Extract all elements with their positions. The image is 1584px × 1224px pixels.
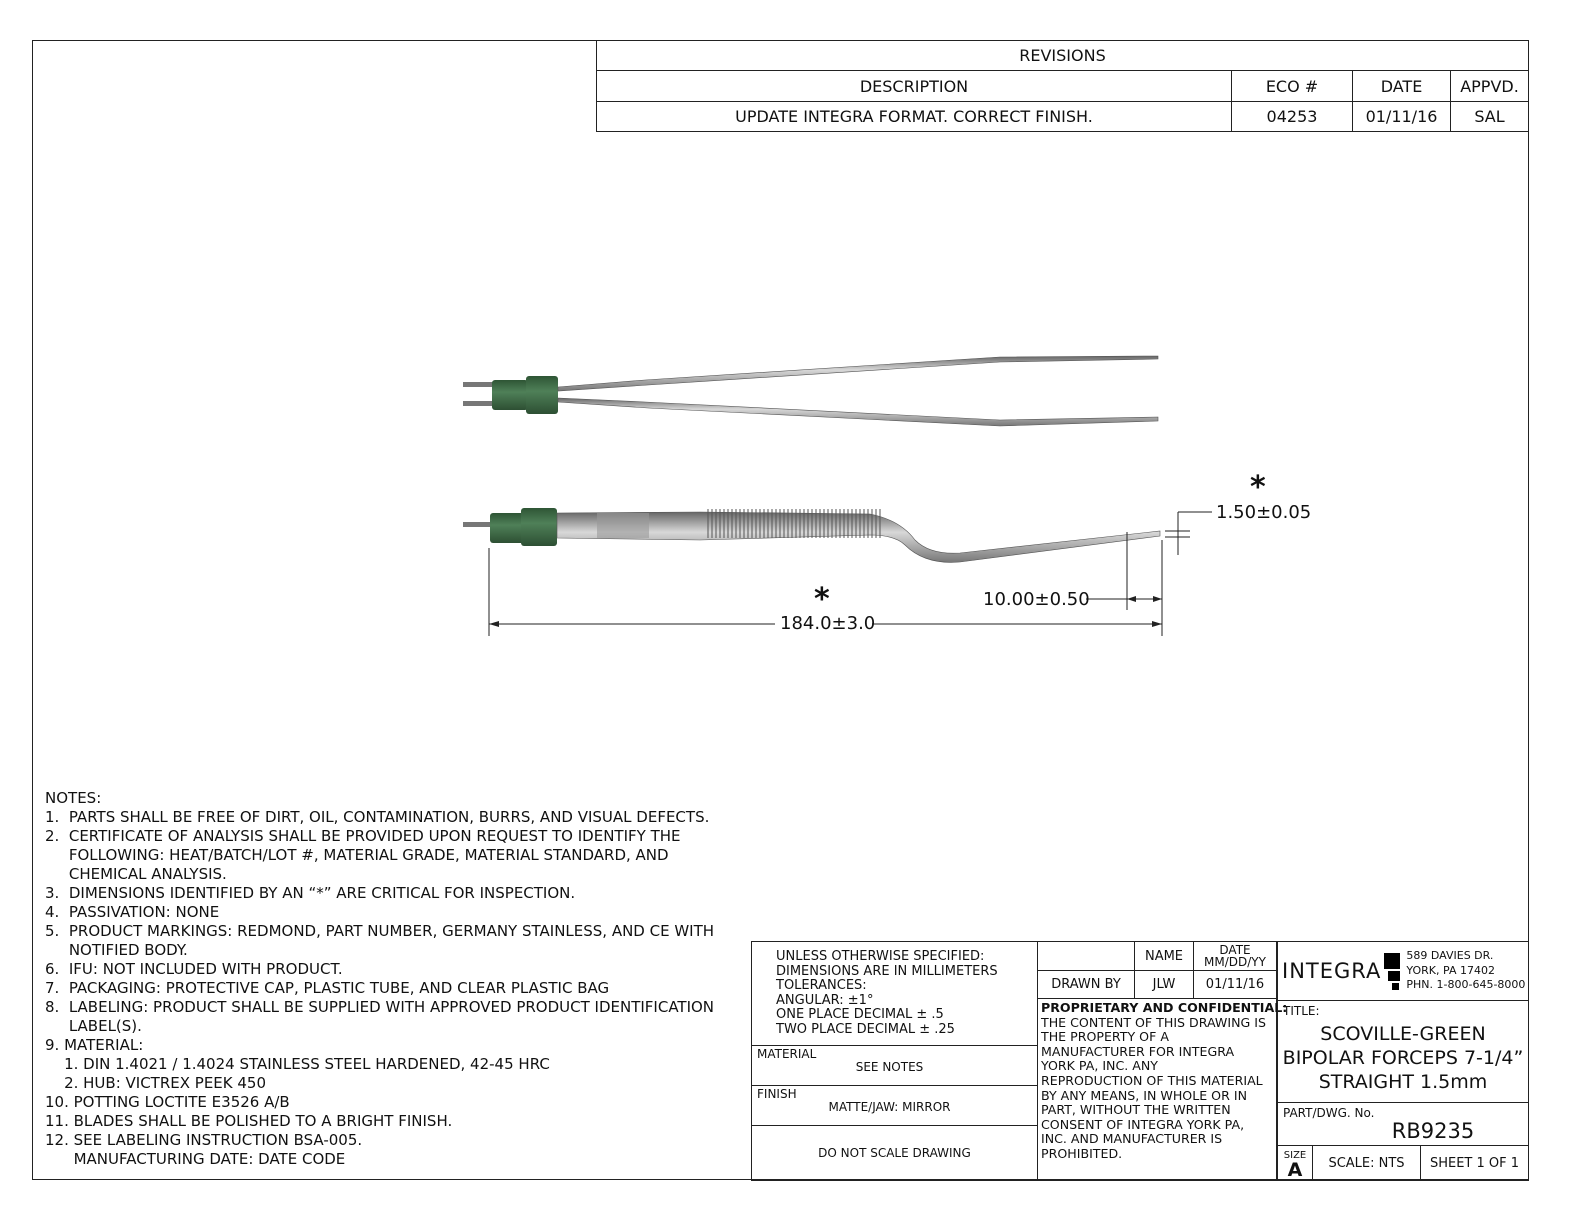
date-format: MM/DD/YY <box>1204 955 1266 969</box>
text-line: REPRODUCTION OF THIS MATERIAL <box>1041 1072 1263 1088</box>
header-eco: ECO # <box>1231 70 1353 102</box>
finish-value: MATTE/JAW: MIRROR <box>828 1100 951 1115</box>
text-line: 12. SEE LABELING INSTRUCTION BSA-005. <box>45 1131 363 1149</box>
critical-mark-tip: * <box>1250 470 1266 505</box>
date-header <box>1193 941 1277 971</box>
finish-cell <box>751 1085 1038 1126</box>
text-line: FOLLOWING: HEAT/BATCH/LOT #, MATERIAL GRADE, MATERIAL STANDARD, AND <box>45 846 669 864</box>
drawn-date: 01/11/16 <box>1193 970 1277 999</box>
text-line: PART, WITHOUT THE WRITTEN <box>1041 1102 1231 1118</box>
part-label: PART/DWG. No. <box>1283 1106 1375 1120</box>
material-cell <box>751 1045 1038 1086</box>
finish-label: FINISH <box>757 1087 797 1101</box>
date-header-label: DATE <box>1219 943 1251 957</box>
rev-appvd: SAL <box>1450 101 1529 132</box>
text-line: 2. CERTIFICATE OF ANALYSIS SHALL BE PROVIDED UPON REQUEST TO IDENTIFY THE <box>45 827 681 845</box>
text-line: 5. PRODUCT MARKINGS: REDMOND, PART NUMBER, GERMANY STAINLESS, AND CE WITH <box>45 922 715 940</box>
company-block <box>1277 941 1529 1001</box>
scale: SCALE: NTS <box>1312 1145 1421 1181</box>
text-line: TOLERANCES: <box>776 978 867 994</box>
text-line: CONSENT OF INTEGRA YORK PA, <box>1041 1116 1245 1132</box>
text-line: NOTIFIED BODY. <box>45 941 188 959</box>
critical-mark-length: * <box>814 582 830 617</box>
text-line: YORK, PA 17402 <box>1406 963 1495 977</box>
blank-cell <box>1037 941 1135 971</box>
text-line: CHEMICAL ANALYSIS. <box>45 865 227 883</box>
dim-tip-width: 1.50±0.05 <box>1216 502 1312 523</box>
text-line: 3. DIMENSIONS IDENTIFIED BY AN “*” ARE CRITICAL FOR INSPECTION. <box>45 884 576 902</box>
proprietary-heading: PROPRIETARY AND CONFIDENTIAL: <box>1041 1000 1288 1015</box>
part-number: RB9235 <box>1391 1119 1475 1143</box>
title-label: TITLE: <box>1283 1004 1320 1018</box>
text-line: 10. POTTING LOCTITE E3526 A/B <box>45 1093 290 1111</box>
revisions-title: REVISIONS <box>596 40 1529 71</box>
text-line: 1. PARTS SHALL BE FREE OF DIRT, OIL, CONTAMINATION, BURRS, AND VISUAL DEFECTS. <box>45 808 710 826</box>
forceps-top-view <box>463 356 1158 426</box>
rev-eco: 04253 <box>1231 101 1353 132</box>
text-line: UNLESS OTHERWISE SPECIFIED: <box>776 949 985 964</box>
notes-heading: NOTES: <box>45 789 102 807</box>
title-line-2: BIPOLAR FORCEPS 7-1/4” <box>1282 1046 1524 1069</box>
dim-overall-length: 184.0±3.0 <box>780 613 876 634</box>
text-line: 589 DAVIES DR. <box>1406 949 1494 963</box>
text-line: TWO PLACE DECIMAL ± .25 <box>776 1021 955 1037</box>
text-line: ONE PLACE DECIMAL ± .5 <box>776 1007 944 1023</box>
text-line: THE PROPERTY OF A <box>1041 1029 1169 1045</box>
size-label: SIZE <box>1283 1150 1307 1161</box>
header-description: DESCRIPTION <box>596 70 1232 102</box>
rev-description: UPDATE INTEGRA FORMAT. CORRECT FINISH. <box>596 101 1232 132</box>
forceps-side-view <box>463 508 1160 562</box>
integra-logo: INTEGRA <box>1282 959 1382 983</box>
text-line: INC. AND MANUFACTURER IS <box>1041 1131 1223 1147</box>
sheet: SHEET 1 OF 1 <box>1420 1145 1529 1181</box>
material-value: SEE NOTES <box>855 1060 924 1075</box>
size-cell <box>1277 1145 1313 1181</box>
title-line-3: STRAIGHT 1.5mm <box>1318 1070 1488 1093</box>
text-line: DIMENSIONS ARE IN MILLIMETERS <box>776 963 998 979</box>
tolerance-spec <box>751 941 1038 1046</box>
text-line: PHN. 1-800-645-8000 <box>1406 978 1526 992</box>
notes <box>45 789 714 1169</box>
text-line: PROHIBITED. <box>1041 1145 1123 1161</box>
drawn-by: JLW <box>1134 970 1194 999</box>
material-label: MATERIAL <box>757 1047 817 1061</box>
text-line: 2. HUB: VICTREX PEEK 450 <box>45 1074 267 1092</box>
text-line: 6. IFU: NOT INCLUDED WITH PRODUCT. <box>45 960 343 978</box>
text-line: BY ANY MEANS, IN WHOLE OR IN <box>1041 1087 1247 1103</box>
text-line: THE CONTENT OF THIS DRAWING IS <box>1041 1014 1266 1030</box>
proprietary-notice <box>1037 998 1288 1181</box>
header-date: DATE <box>1352 70 1451 102</box>
text-line: MANUFACTURER FOR INTEGRA <box>1041 1043 1235 1059</box>
text-line: YORK PA, INC. ANY <box>1041 1058 1159 1074</box>
text-line: 8. LABELING: PRODUCT SHALL BE SUPPLIED WITH APPROVED PRODUCT IDENTIFICATION <box>45 998 715 1016</box>
text-line: MANUFACTURING DATE: DATE CODE <box>45 1150 346 1168</box>
size-value: A <box>1287 1159 1303 1181</box>
header-appvd: APPVD. <box>1450 70 1529 102</box>
text-line: LABEL(S). <box>45 1017 142 1035</box>
rev-date: 01/11/16 <box>1352 101 1451 132</box>
text-line: 9. MATERIAL: <box>45 1036 144 1054</box>
part-cell <box>1277 1102 1529 1146</box>
dim-tip-length: 10.00±0.50 <box>983 589 1090 610</box>
text-line: 11. BLADES SHALL BE POLISHED TO A BRIGHT FINISH. <box>45 1112 453 1130</box>
drawn-by-label: DRAWN BY <box>1037 970 1135 999</box>
text-line: 4. PASSIVATION: NONE <box>45 903 220 921</box>
do-not-scale: DO NOT SCALE DRAWING <box>751 1125 1038 1181</box>
title-cell <box>1277 1000 1529 1103</box>
logo-squares-icon <box>1381 951 1403 991</box>
text-line: 1. DIN 1.4021 / 1.4024 STAINLESS STEEL HARDENED, 42-45 HRC <box>45 1055 550 1073</box>
title-line-1: SCOVILLE-GREEN <box>1320 1022 1486 1045</box>
text-line: ANGULAR: ±1° <box>776 992 874 1008</box>
name-header: NAME <box>1134 941 1194 971</box>
text-line: 7. PACKAGING: PROTECTIVE CAP, PLASTIC TUBE, AND CLEAR PLASTIC BAG <box>45 979 610 997</box>
